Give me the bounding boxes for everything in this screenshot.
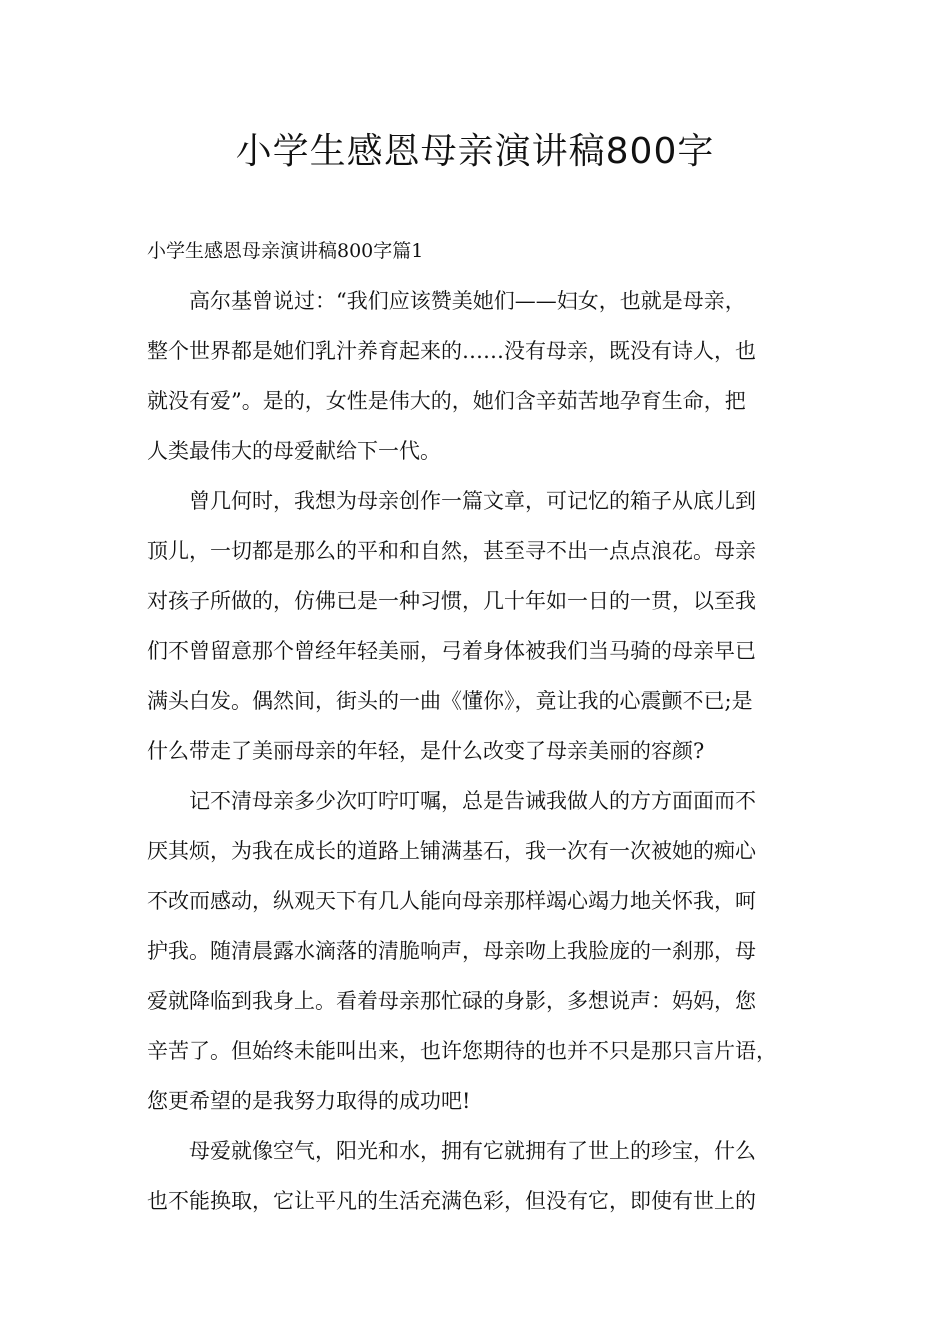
paragraph-line: 什么带走了美丽母亲的年轻，是什么改变了母亲美丽的容颜? [147,739,705,763]
paragraph-line: 记不清母亲多少次叮咛叮嘱，总是告诫我做人的方方面面而不 [189,789,756,813]
paragraph-line: 曾几何时，我想为母亲创作一篇文章，可记忆的箱子从底儿到 [189,489,756,513]
paragraph-line: 母爱就像空气，阳光和水，拥有它就拥有了世上的珍宝，什么 [189,1139,756,1163]
paragraph-line: 满头白发。偶然间，街头的一曲《懂你》，竟让我的心震颤不已;是 [147,689,753,713]
paragraph-line: 对孩子所做的，仿佛已是一种习惯，几十年如一日的一贯，以至我 [147,589,756,613]
paragraph-line: 厌其烦，为我在成长的道路上铺满基石，我一次有一次被她的痴心 [147,839,756,863]
paragraph-line: 不改而感动，纵观天下有几人能向母亲那样竭心竭力地关怀我，呵 [147,889,756,913]
paragraph-line: 辛苦了。但始终未能叫出来，也许您期待的也并不只是那只言片语， [147,1039,777,1063]
paragraph-line: 高尔基曾说过：“我们应该赞美她们——妇女，也就是母亲， [189,289,746,313]
paragraph-line: 顶儿，一切都是那么的平和和自然，甚至寻不出一点点浪花。母亲 [147,539,756,563]
section-heading: 小学生感恩母亲演讲稿800字篇1 [147,240,424,262]
paragraph-line: 人类最伟大的母爱献给下一代。 [147,439,441,463]
document-title: 小学生感恩母亲演讲稿800字 [235,131,715,172]
paragraph-line: 整个世界都是她们乳汁养育起来的……没有母亲，既没有诗人，也 [147,339,756,363]
document-body [147,285,837,1235]
paragraph-line: 也不能换取，它让平凡的生活充满色彩，但没有它，即使有世上的 [147,1189,756,1213]
paragraph-line: 就没有爱”。是的，女性是伟大的，她们含辛茹苦地孕育生命，把 [147,389,746,413]
paragraph-line: 您更希望的是我努力取得的成功吧! [147,1089,471,1113]
paragraph-line: 们不曾留意那个曾经年轻美丽，弓着身体被我们当马骑的母亲早已 [147,639,756,663]
paragraph-line: 护我。随清晨露水滴落的清脆响声，母亲吻上我脸庞的一刹那，母 [147,939,756,963]
paragraph-line: 爱就降临到我身上。看着母亲那忙碌的身影，多想说声：妈妈，您 [147,989,756,1013]
